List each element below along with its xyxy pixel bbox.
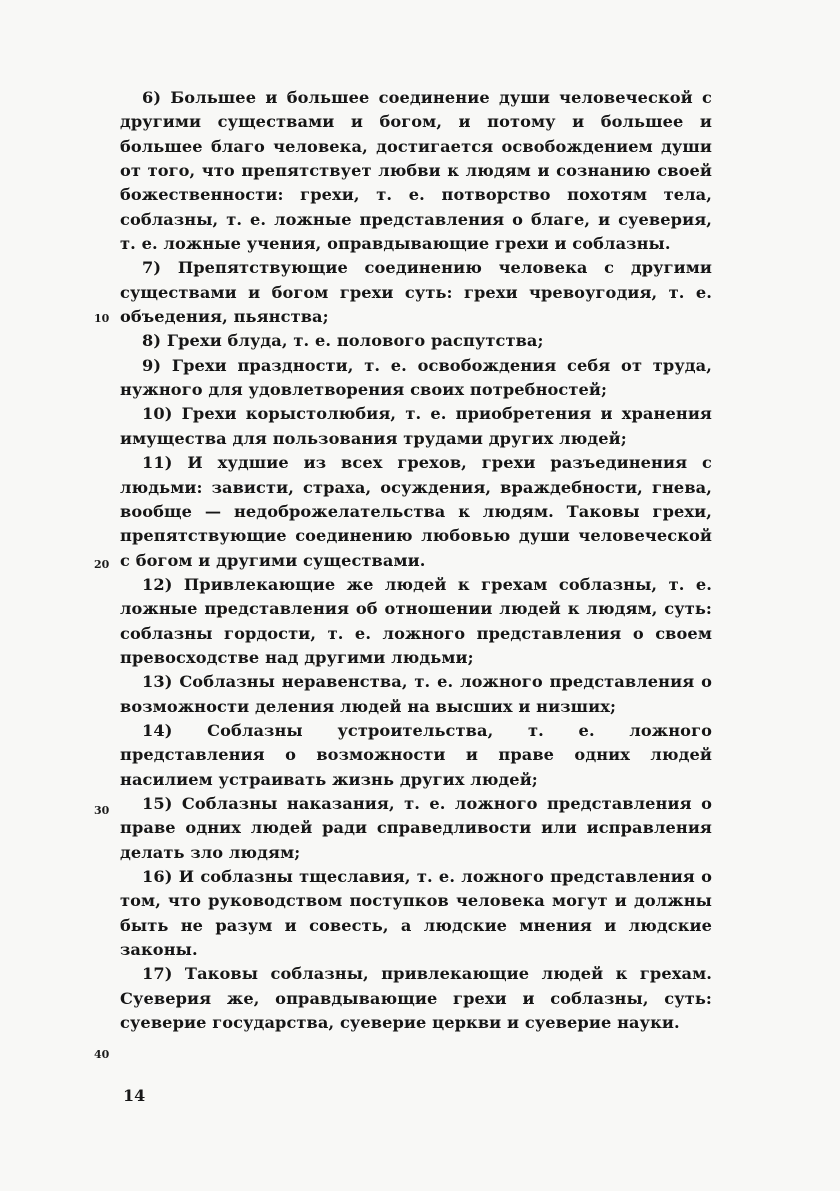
line-number-10: 10 — [94, 312, 110, 325]
paragraph-17: 17) Таковы соблазны, привлекающие людей к грехам. Суеверия же, оправдывающие грехи и соблазны, суть: суеверие государства, суеверие церкви и суеверие науки. — [120, 964, 712, 1033]
paragraph-11: 11) И худшие из всех грехов, грехи разъединения с людьми: зависти, страха, осуждения, враждебности, гнева, вообще — недоброжелательства к людям. Таковы грехи, препятствующие соединению любовью души человеческой с богом и другими существами. — [120, 453, 712, 570]
paragraph-16: 16) И соблазны тщеславия, т. е. ложного представления о том, что руководством поступков человека могут и должны быть не разум и совесть, а людские мнения и людские законы. — [120, 867, 712, 960]
main-text — [120, 86, 712, 1035]
paragraph-6: 6) Большее и большее соединение души человеческой с другими существами и богом, и потому и большее и большее благо человека, достигается освобождением души от того, что препятствует любви к людям и сознанию своей божественности: грехи, т. е. потворство похотям тела, соблазны, т. е. ложные представления о благе, и суеверия, т. е. ложные учения, оправдывающие грехи и соблазны. — [120, 88, 712, 254]
paragraph-8: 8) Грехи блуда, т. е. полового распутства; — [142, 331, 544, 351]
paragraph-7: 7) Препятствующие соединению человека с другими существами и богом грехи суть: грехи чревоугодия, т. е. объедения, пьянства; — [120, 258, 712, 327]
paragraph-10: 10) Грехи корыстолюбия, т. е. приобретения и хранения имущества для пользования трудами других людей; — [120, 404, 712, 448]
line-number-40: 40 — [94, 1048, 110, 1061]
line-number-30: 30 — [94, 804, 110, 817]
line-number-20: 20 — [94, 558, 110, 571]
page-number: 14 — [123, 1086, 146, 1105]
paragraph-12: 12) Привлекающие же людей к грехам соблазны, т. е. ложные представления об отношении людей к людям, суть: соблазны гордости, т. е. ложного представления о своем превосходстве над другими людьми; — [120, 574, 712, 667]
paragraph-14: 14) Соблазны устроительства, т. е. ложного представления о возможности и праве одних людей насилием устраивать жизнь других людей; — [120, 720, 712, 789]
paragraph-13: 13) Соблазны неравенства, т. е. ложного представления о возможности деления людей на высших и низших; — [120, 672, 712, 716]
paragraph-15: 15) Соблазны наказания, т. е. ложного представления о праве одних людей ради справедливости или исправления делать зло людям; — [120, 793, 712, 862]
paragraph-9: 9) Грехи праздности, т. е. освобождения себя от труда, нужного для удовлетворения своих потребностей; — [120, 355, 712, 400]
